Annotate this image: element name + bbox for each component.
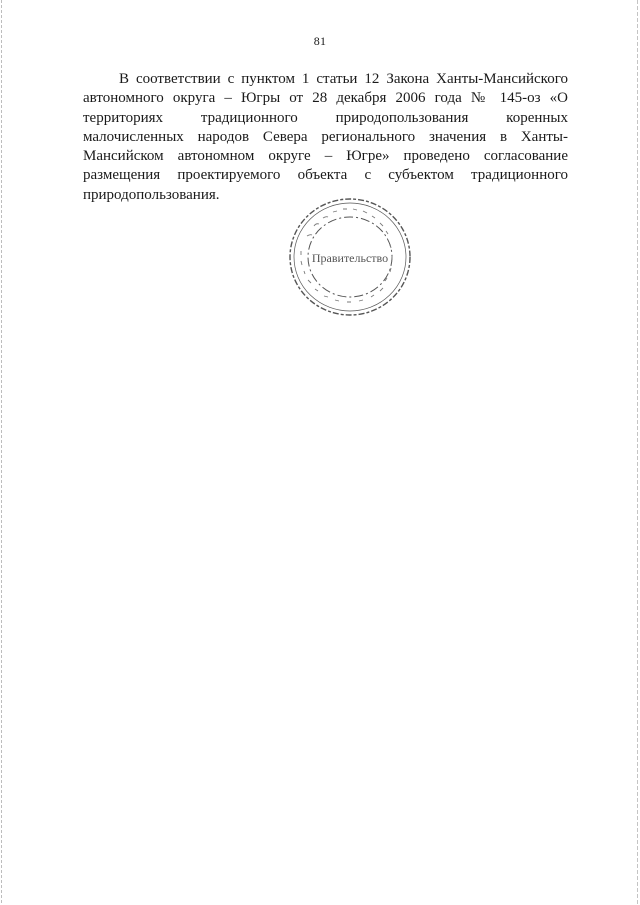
scan-edge-right xyxy=(637,0,638,905)
page-number: 81 xyxy=(313,34,327,48)
seal-graphic xyxy=(287,196,413,318)
scan-edge-left xyxy=(1,0,2,905)
approval-paragraph: В соответствии с пунктом 1 статьи 12 Закона Ханты-Мансийского автономного округа – Югры от 28 декабря 2006 года № 145-оз «О территориях традиционного природопользования коренных малочисленных народов Севера регионального значения в Ханты-Мансийском автономном округе – Югре» проведено согласование размещения проектируемого объекта с субъектом традиционного природопользования. xyxy=(83,71,568,203)
seal-center-text: Правительство xyxy=(311,251,389,265)
official-seal-stamp xyxy=(287,196,413,318)
